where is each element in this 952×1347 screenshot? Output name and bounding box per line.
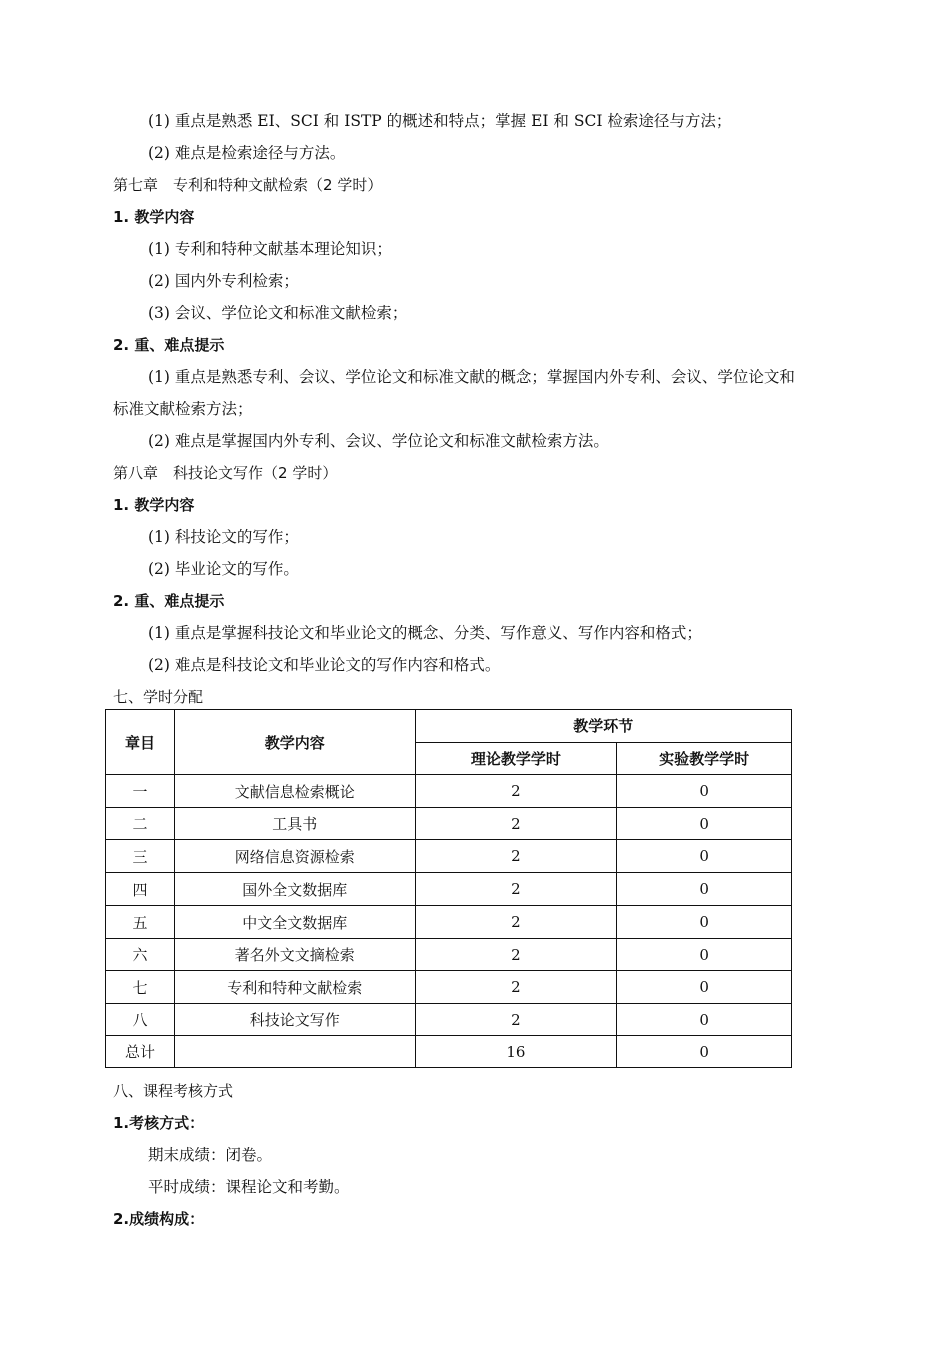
cell-content: 著名外文文摘检索: [174, 939, 415, 971]
ch7-key-point: (1) 重点是熟悉专利、会议、学位论文和标准文献的概念；掌握国内外专利、会议、学位论文和: [148, 368, 795, 386]
cell-lab: 0: [617, 971, 792, 1004]
header-content: 教学内容: [174, 710, 415, 775]
assessment-method-heading: 1.考核方式：: [113, 1114, 205, 1132]
table-row: [106, 808, 792, 840]
ch7-content-item: (3) 会议、学位论文和标准文献检索；: [148, 304, 408, 322]
ch8-key-heading: 2. 重、难点提示: [113, 592, 225, 610]
cell-theory: 2: [415, 840, 617, 873]
ch8-key-point: (1) 重点是掌握科技论文和毕业论文的概念、分类、写作意义、写作内容和格式；: [148, 624, 702, 642]
final-grade-text: 期末成绩：闭卷。: [148, 1146, 273, 1164]
section-8-heading: 八、课程考核方式: [113, 1082, 234, 1100]
table-row: [106, 840, 792, 873]
cell-chapter: 五: [106, 906, 175, 939]
ch8-difficult-point: (2) 难点是科技论文和毕业论文的写作内容和格式。: [148, 656, 501, 674]
cell-chapter: 四: [106, 873, 175, 906]
chapter-7-heading: 第七章 专利和特种文献检索（2 学时）: [113, 176, 383, 194]
cell-chapter: 八: [106, 1004, 175, 1036]
cell-content: 国外全文数据库: [174, 873, 415, 906]
table-row: [106, 1004, 792, 1036]
ch8-content-item: (1) 科技论文的写作；: [148, 528, 299, 546]
table-total-row: [106, 1036, 792, 1068]
ch8-content-item: (2) 毕业论文的写作。: [148, 560, 299, 578]
cell-chapter: 一: [106, 775, 175, 808]
ch8-content-heading: 1. 教学内容: [113, 496, 195, 514]
cell-lab: 0: [617, 906, 792, 939]
ch7-content-heading: 1. 教学内容: [113, 208, 195, 226]
chapter-8-heading: 第八章 科技论文写作（2 学时）: [113, 464, 338, 482]
cell-lab: 0: [617, 1036, 792, 1068]
ch7-key-point-cont: 标准文献检索方法；: [113, 400, 253, 418]
table-row: [106, 775, 792, 808]
cell-lab: 0: [617, 840, 792, 873]
table-row: [106, 873, 792, 906]
cell-lab: 0: [617, 873, 792, 906]
table-row: [106, 939, 792, 971]
table-row: [106, 971, 792, 1004]
cell-content: 中文全文数据库: [174, 906, 415, 939]
cell-theory: 16: [415, 1036, 617, 1068]
cell-theory: 2: [415, 939, 617, 971]
ch7-content-item: (1) 专利和特种文献基本理论知识；: [148, 240, 392, 258]
cell-chapter: 二: [106, 808, 175, 840]
cell-lab: 0: [617, 939, 792, 971]
cell-content: 文献信息检索概论: [174, 775, 415, 808]
cell-chapter: 六: [106, 939, 175, 971]
cell-theory: 2: [415, 808, 617, 840]
cell-theory: 2: [415, 1004, 617, 1036]
ch6-key-point: (1) 重点是熟悉 EI、SCI 和 ISTP 的概述和特点；掌握 EI 和 SCI 检索途径与方法；: [148, 112, 732, 130]
section-7-heading: 七、学时分配: [113, 688, 204, 706]
header-lab-hours: 实验教学学时: [617, 742, 792, 775]
ch7-content-item: (2) 国内外专利检索；: [148, 272, 299, 290]
ch7-difficult-point: (2) 难点是掌握国内外专利、会议、学位论文和标准文献检索方法。: [148, 432, 609, 450]
regular-grade-text: 平时成绩：课程论文和考勤。: [148, 1178, 350, 1196]
cell-lab: 0: [617, 808, 792, 840]
cell-theory: 2: [415, 775, 617, 808]
header-theory-hours: 理论教学学时: [415, 742, 617, 775]
hours-table: [105, 709, 792, 1068]
cell-theory: 2: [415, 906, 617, 939]
header-teaching-stage: 教学环节: [415, 710, 791, 743]
header-chapter: 章目: [106, 710, 175, 775]
cell-theory: 2: [415, 971, 617, 1004]
cell-content: 科技论文写作: [174, 1004, 415, 1036]
cell-chapter: 总计: [106, 1036, 175, 1068]
cell-chapter: 七: [106, 971, 175, 1004]
cell-theory: 2: [415, 873, 617, 906]
cell-lab: 0: [617, 775, 792, 808]
cell-lab: 0: [617, 1004, 792, 1036]
grade-composition-heading: 2.成绩构成：: [113, 1210, 205, 1228]
ch7-key-heading: 2. 重、难点提示: [113, 336, 225, 354]
cell-content: [174, 1036, 415, 1068]
cell-content: 工具书: [174, 808, 415, 840]
cell-chapter: 三: [106, 840, 175, 873]
table-row: [106, 906, 792, 939]
cell-content: 专利和特种文献检索: [174, 971, 415, 1004]
ch6-difficult-point: (2) 难点是检索途径与方法。: [148, 144, 346, 162]
cell-content: 网络信息资源检索: [174, 840, 415, 873]
